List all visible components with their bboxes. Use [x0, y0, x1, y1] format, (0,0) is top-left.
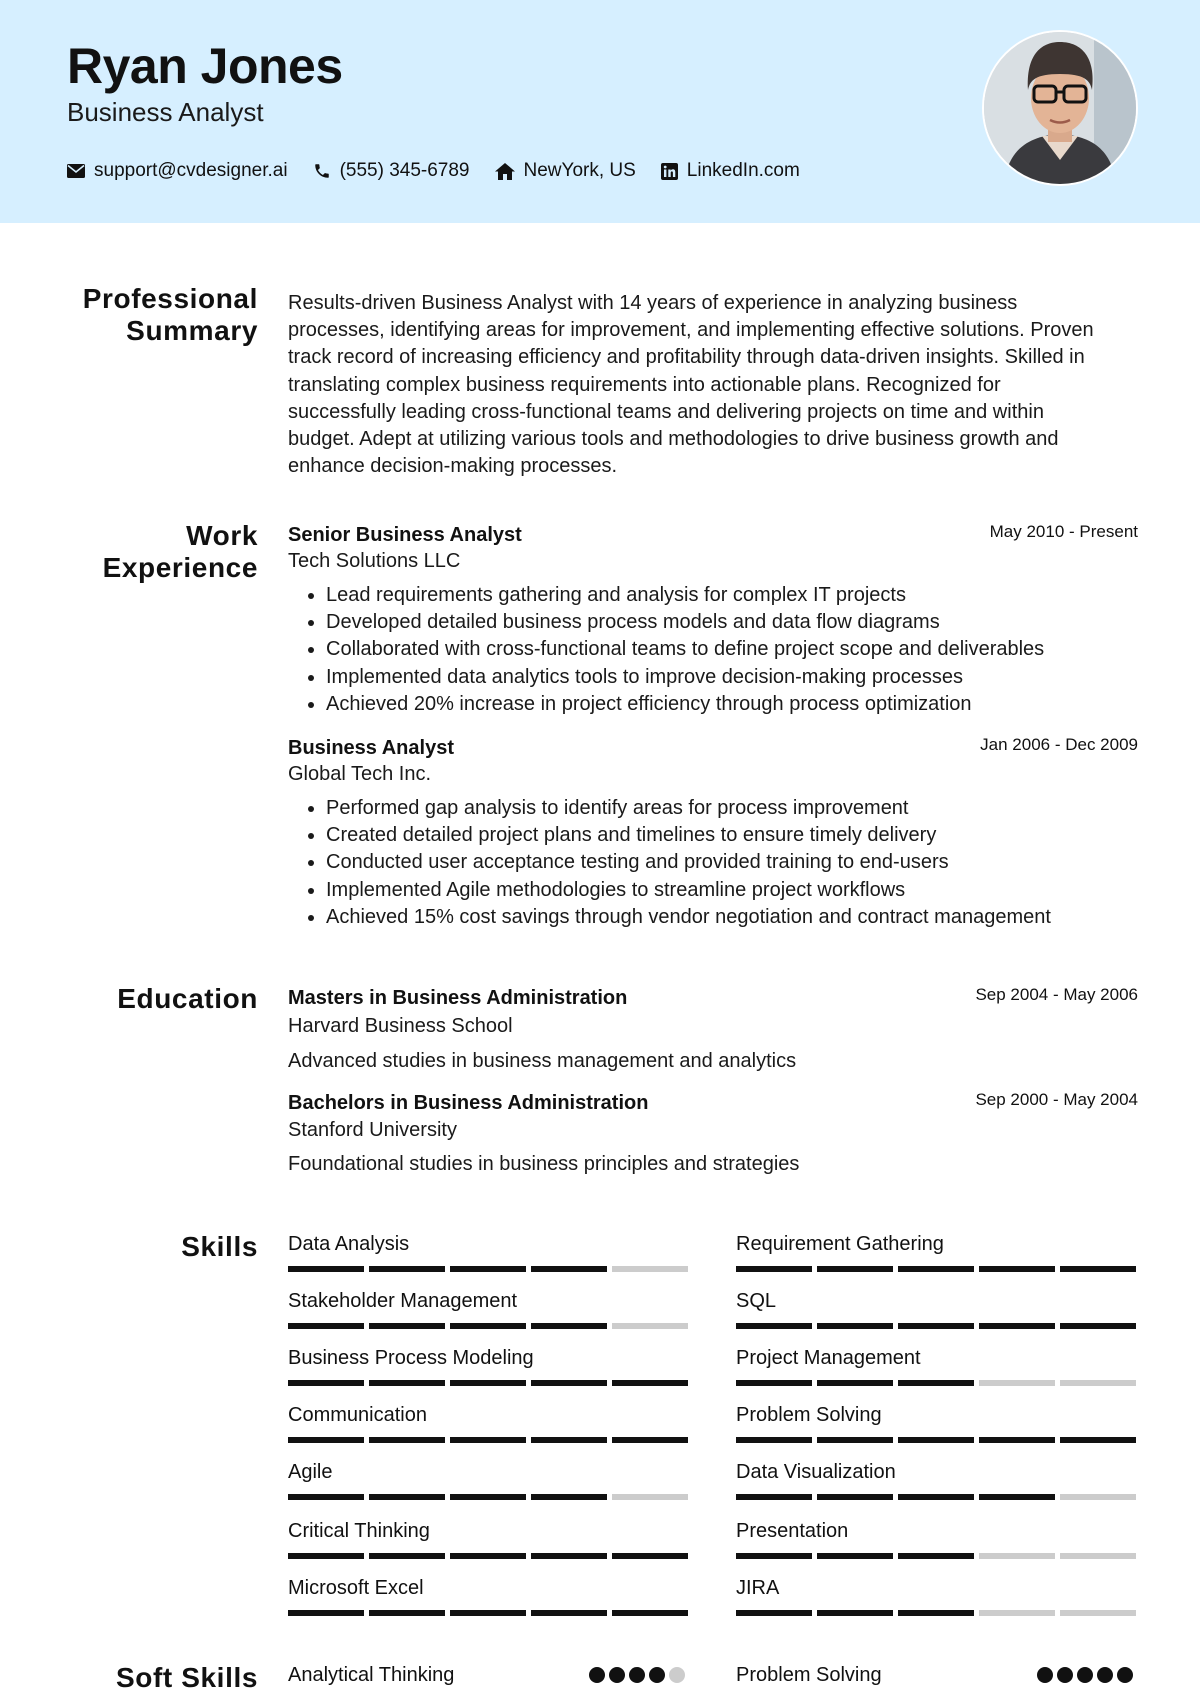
- skill-level-segment-filled: [979, 1494, 1055, 1500]
- skill-name: Requirement Gathering: [736, 1233, 944, 1255]
- skill-level-bar: [736, 1553, 1138, 1559]
- skill-level-segment-filled: [612, 1380, 688, 1386]
- rating-dot-filled: [629, 1667, 645, 1683]
- skill-level-segment-filled: [736, 1266, 812, 1272]
- job-title-1: Senior Business Analyst: [288, 524, 522, 546]
- rating-dot-filled: [1037, 1667, 1053, 1683]
- contact-bar: [67, 158, 825, 184]
- section-heading-work: Work Experience: [102, 520, 258, 583]
- rating-dot-filled: [1117, 1667, 1133, 1683]
- skill-level-segment-filled: [531, 1323, 607, 1329]
- skill-level-segment-empty: [612, 1323, 688, 1329]
- skill-level-segment-filled: [817, 1380, 893, 1386]
- soft-skill-name: Analytical Thinking: [288, 1664, 455, 1686]
- skill-level-segment-filled: [898, 1610, 974, 1616]
- skill-level-bar: [288, 1380, 690, 1386]
- skill-level-segment-filled: [898, 1553, 974, 1559]
- skill-level-bar: [736, 1610, 1138, 1616]
- skill-level-segment-empty: [1060, 1553, 1136, 1559]
- job-title-2: Business Analyst: [288, 737, 454, 759]
- skill-level-segment-filled: [450, 1437, 526, 1443]
- contact-phone-text: (555) 345-6789: [339, 160, 470, 181]
- rating-dot-filled: [609, 1667, 625, 1683]
- list-item: • Achieved 20% increase in project efficiency through process optimization: [326, 691, 1044, 718]
- summary-text: Results-driven Business Analyst with 14 years of experience in analyzing business processes, identifying areas for improvement, and implementing effective solutions. Proven track record of increasing efficiency and profitability through data-driven insights. Skilled in translating complex business requirements into actionable plans. Recognized for successfully leading cross-functional teams and delivering projects on time and within budget. Adept at utilizing various tools and methodologies to drive business growth and enhance decision-making processes.: [288, 292, 1094, 478]
- home-icon: [495, 163, 515, 180]
- job-dates-1: May 2010 - Present: [989, 522, 1138, 541]
- rating-dot-empty: [669, 1667, 685, 1683]
- rating-dot-filled: [589, 1667, 605, 1683]
- skill-level-segment-empty: [1060, 1380, 1136, 1386]
- skill-level-segment-filled: [817, 1610, 893, 1616]
- skill-level-segment-filled: [369, 1380, 445, 1386]
- skill-level-segment-filled: [288, 1266, 364, 1272]
- skill-level-segment-filled: [531, 1437, 607, 1443]
- skill-name: Business Process Modeling: [288, 1347, 534, 1369]
- skill-level-segment-filled: [817, 1323, 893, 1329]
- skill-level-segment-filled: [450, 1266, 526, 1272]
- contact-email-text: support@cvdesigner.ai: [94, 160, 288, 181]
- section-heading-summary: Professional Summary: [82, 283, 258, 346]
- skill-level-segment-empty: [979, 1380, 1055, 1386]
- linkedin-icon: [661, 163, 678, 180]
- skill-level-bar: [288, 1553, 690, 1559]
- skill-level-segment-empty: [979, 1610, 1055, 1616]
- skill-level-segment-filled: [736, 1553, 812, 1559]
- job-company-2: Global Tech Inc.: [288, 763, 432, 785]
- skill-level-segment-filled: [450, 1610, 526, 1616]
- soft-skill-name: Problem Solving: [736, 1664, 882, 1686]
- skill-level-bar: [288, 1494, 690, 1500]
- degree-title-1: Masters in Business Administration: [288, 987, 628, 1009]
- contact-email[interactable]: [67, 160, 288, 182]
- degree-description-1: Advanced studies in business management and analytics: [288, 1050, 797, 1072]
- skill-level-bar: [288, 1266, 690, 1272]
- skill-level-segment-filled: [817, 1266, 893, 1272]
- skill-level-segment-filled: [898, 1323, 974, 1329]
- rating-dot-filled: [1097, 1667, 1113, 1683]
- list-item: • Conducted user acceptance testing and provided training to end-users: [326, 849, 1051, 876]
- skill-level-bar: [288, 1610, 690, 1616]
- degree-title-2: Bachelors in Business Administration: [288, 1092, 649, 1114]
- skill-level-segment-filled: [817, 1553, 893, 1559]
- rating-dot-filled: [649, 1667, 665, 1683]
- skill-level-segment-filled: [450, 1553, 526, 1559]
- contact-phone[interactable]: [313, 160, 470, 182]
- skill-level-segment-filled: [531, 1494, 607, 1500]
- skill-level-segment-filled: [736, 1380, 812, 1386]
- envelope-icon: [67, 164, 85, 178]
- skill-level-segment-filled: [450, 1494, 526, 1500]
- contact-linkedin[interactable]: [661, 160, 800, 182]
- job-dates-2: Jan 2006 - Dec 2009: [980, 735, 1138, 754]
- skill-level-segment-filled: [531, 1380, 607, 1386]
- skill-level-bar: [288, 1437, 690, 1443]
- skill-level-segment-filled: [1060, 1266, 1136, 1272]
- skill-level-segment-filled: [736, 1610, 812, 1616]
- skill-level-segment-filled: [288, 1553, 364, 1559]
- candidate-name: Ryan Jones: [67, 38, 343, 94]
- skill-level-segment-filled: [1060, 1437, 1136, 1443]
- list-item: • Lead requirements gathering and analysis for complex IT projects: [326, 582, 1044, 609]
- section-heading-education: Education: [117, 983, 258, 1014]
- list-item: • Developed detailed business process models and data flow diagrams: [326, 609, 1044, 636]
- skill-level-segment-filled: [979, 1266, 1055, 1272]
- skill-name: SQL: [736, 1290, 777, 1312]
- degree-dates-2: Sep 2000 - May 2004: [975, 1090, 1138, 1109]
- job-title: Business Analyst: [67, 97, 264, 127]
- skill-name: Agile: [288, 1461, 333, 1483]
- degree-description-2: Foundational studies in business principles and strategies: [288, 1153, 800, 1175]
- skill-level-segment-filled: [288, 1494, 364, 1500]
- skill-level-bar: [736, 1380, 1138, 1386]
- skill-level-bar: [288, 1323, 690, 1329]
- skill-level-segment-filled: [736, 1323, 812, 1329]
- skill-level-segment-empty: [612, 1266, 688, 1272]
- skill-level-segment-filled: [898, 1437, 974, 1443]
- skill-name: Communication: [288, 1404, 427, 1426]
- skill-level-segment-filled: [1060, 1323, 1136, 1329]
- skill-level-segment-filled: [817, 1437, 893, 1443]
- skill-level-segment-empty: [612, 1494, 688, 1500]
- skill-name: Stakeholder Management: [288, 1290, 518, 1312]
- skill-level-segment-filled: [898, 1380, 974, 1386]
- skill-level-segment-filled: [531, 1610, 607, 1616]
- skill-level-segment-filled: [369, 1553, 445, 1559]
- degree-school-1: Harvard Business School: [288, 1015, 513, 1037]
- skill-level-segment-filled: [817, 1494, 893, 1500]
- list-item: • Implemented data analytics tools to improve decision-making processes: [326, 664, 1044, 691]
- skill-level-segment-filled: [288, 1323, 364, 1329]
- job-company-1: Tech Solutions LLC: [288, 550, 461, 572]
- skill-name: Data Analysis: [288, 1233, 410, 1255]
- skill-name: Microsoft Excel: [288, 1577, 424, 1599]
- contact-linkedin-text: LinkedIn.com: [686, 160, 800, 181]
- skill-level-segment-filled: [369, 1610, 445, 1616]
- skill-level-segment-filled: [369, 1437, 445, 1443]
- skill-level-bar: [736, 1323, 1138, 1329]
- degree-dates-1: Sep 2004 - May 2006: [975, 985, 1138, 1004]
- skill-level-segment-empty: [1060, 1610, 1136, 1616]
- skill-level-segment-filled: [898, 1494, 974, 1500]
- skill-name: Problem Solving: [736, 1404, 882, 1426]
- job-bullets-2: [288, 795, 1051, 931]
- skill-level-segment-filled: [531, 1553, 607, 1559]
- skill-level-segment-filled: [736, 1437, 812, 1443]
- skill-level-segment-filled: [612, 1553, 688, 1559]
- header-banner: [0, 0, 1200, 223]
- list-item: • Implemented Agile methodologies to streamline project workflows: [326, 877, 1051, 904]
- list-item: • Achieved 15% cost savings through vendor negotiation and contract management: [326, 904, 1051, 931]
- skill-level-segment-filled: [612, 1610, 688, 1616]
- skill-level-bar: [736, 1266, 1138, 1272]
- list-item: • Created detailed project plans and timelines to ensure timely delivery: [326, 822, 1051, 849]
- job-bullets-1: [288, 582, 1044, 718]
- contact-location: [495, 160, 636, 182]
- phone-icon: [313, 162, 331, 180]
- skill-name: Presentation: [736, 1520, 849, 1542]
- skill-level-segment-filled: [612, 1437, 688, 1443]
- contact-location-text: NewYork, US: [523, 160, 636, 181]
- skill-level-segment-filled: [736, 1494, 812, 1500]
- rating-dot-filled: [1057, 1667, 1073, 1683]
- skill-level-segment-filled: [369, 1266, 445, 1272]
- skill-level-bar: [736, 1437, 1138, 1443]
- profile-photo: [982, 30, 1138, 186]
- rating-dot-filled: [1077, 1667, 1093, 1683]
- skill-level-segment-filled: [979, 1323, 1055, 1329]
- skill-level-bar: [736, 1494, 1138, 1500]
- skill-level-segment-filled: [288, 1437, 364, 1443]
- skill-level-segment-filled: [450, 1380, 526, 1386]
- skill-level-segment-filled: [369, 1494, 445, 1500]
- list-item: • Performed gap analysis to identify areas for process improvement: [326, 795, 1051, 822]
- skill-level-segment-filled: [288, 1610, 364, 1616]
- skill-level-segment-filled: [288, 1380, 364, 1386]
- skill-level-segment-empty: [1060, 1494, 1136, 1500]
- skill-level-segment-empty: [979, 1553, 1055, 1559]
- section-heading-skills: Skills: [181, 1231, 258, 1262]
- degree-school-2: Stanford University: [288, 1119, 457, 1141]
- skill-name: Project Management: [736, 1347, 921, 1369]
- skill-level-segment-filled: [369, 1323, 445, 1329]
- skill-name: Data Visualization: [736, 1461, 896, 1483]
- skill-level-segment-filled: [531, 1266, 607, 1272]
- skill-level-segment-filled: [898, 1266, 974, 1272]
- skill-name: Critical Thinking: [288, 1520, 430, 1542]
- section-heading-soft-skills: Soft Skills: [116, 1662, 258, 1693]
- skill-level-segment-filled: [979, 1437, 1055, 1443]
- skill-level-segment-filled: [450, 1323, 526, 1329]
- list-item: • Collaborated with cross-functional teams to define project scope and deliverables: [326, 636, 1044, 663]
- skill-name: JIRA: [736, 1577, 780, 1599]
